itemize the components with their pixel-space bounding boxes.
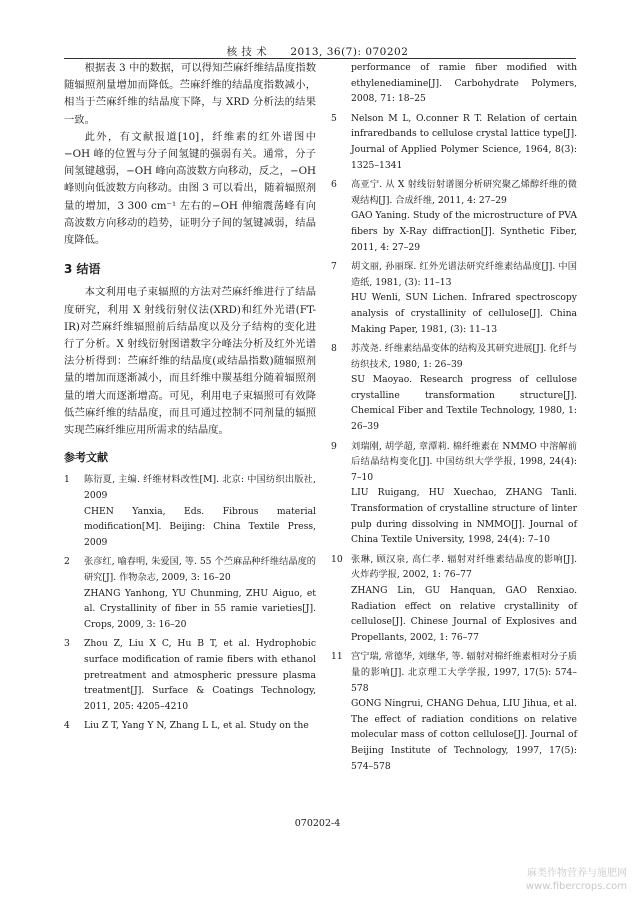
conclusion-paragraph: 本文利用电子束辐照的方法对苎麻纤维进行了结晶度研究，利用 X 射线衍射仪法(XRD)和红外光谱(FT-IR)对苎麻纤维辐照前后结晶度以及分子结构的变化进行了分析。X 射线衍射图谱数字分峰法分析及红外光谱法分析得到：苎麻纤维的结晶度(或结晶指数)随辐照剂量的增加而逐渐减小，而且纤维中羰基组分随着辐照剂量的增大而逐渐增高。可见，利用电子束辐照可有效降低苎麻纤维的结晶度，而且可通过控制不同剂量的辐照实现苎麻纤维应用所需求的结晶度。 — [64, 286, 316, 437]
reference-text — [84, 636, 316, 714]
running-header — [0, 44, 635, 59]
reference-line: 高亚宁. 从 X 射线衍射谱图分析研究聚乙烯醇纤维的微观结构[J]. 合成纤维, 2011, 4: 27–29 — [351, 179, 577, 206]
reference-item — [331, 259, 577, 337]
reference-item — [331, 439, 577, 548]
reference-text — [351, 60, 577, 107]
reference-line: HU Wenli, SUN Lichen. Infrared spectroscopy analysis of crystallinity of cellulose[J]. China Making Paper, 1981, (3): 11–13 — [351, 292, 577, 335]
right-column — [331, 60, 577, 778]
reference-text — [351, 177, 577, 255]
references-list-right — [331, 60, 577, 774]
reference-line: 刘瑞刚, 胡学超, 章潭莉. 棉纤维素在 NMMO 中溶解前后结晶结构变化[J]. 中国纺织大学学报, 1998, 24(4): 7–10 — [351, 440, 577, 483]
reference-item — [64, 554, 316, 632]
reference-line: ZHANG Yanhong, YU Chunming, ZHU Aiguo, et al. Crystallinity of fiber in 55 ramie varieties[J]. Crops, 2009, 3: 16–20 — [84, 587, 316, 630]
reference-item — [64, 636, 316, 714]
reference-number: 4 — [64, 720, 70, 732]
watermark-line-2: www.fibercrops.com — [525, 881, 627, 892]
reference-text — [351, 649, 577, 774]
reference-number: 9 — [331, 440, 337, 452]
reference-line: GAO Yaning. Study of the microstructure of PVA fibers by X-Ray diffraction[J]. Synthetic Fiber, 2011, 4: 27–29 — [351, 210, 577, 253]
reference-item — [64, 718, 316, 734]
reference-number: 5 — [331, 112, 337, 124]
reference-line: Liu Z T, Yang Y N, Zhang L L, et al. Study on the — [84, 720, 309, 732]
reference-line: performance of ramie fiber modified with ethylenediamine[J]. Carbohydrate Polymers, 2008, 71: 18–25 — [351, 62, 577, 105]
reference-number: 7 — [331, 261, 337, 273]
reference-item — [331, 60, 577, 107]
reference-item — [331, 177, 577, 255]
watermark — [526, 867, 627, 893]
reference-line: GONG Ningrui, CHANG Dehua, LIU Jihua, et al. The effect of radiation conditions on relative molecular mass of cotton cellulose[J]. Journal of Beijing Institute of Technology, 1997, 17(5): 574–578 — [351, 698, 577, 772]
reference-text — [351, 341, 577, 435]
reference-text — [351, 259, 577, 337]
left-column — [64, 60, 316, 738]
body-paragraph-1: 根据表 3 中的数据，可以得知苎麻纤维结晶度指数随辐照剂量增加而降低。苎麻纤维的结晶度指数减小，相当于苎麻纤维的结晶度下降，与 XRD 分析法的结果一致。 — [64, 62, 316, 126]
reference-text — [351, 552, 577, 646]
body-paragraph-2: 此外，有文献报道[10]，纤维素的红外谱图中−OH 峰的位置与分子间氢键的强弱有关。通常，分子间氢键越弱，−OH 峰向高波数方向移动，反之，−OH 峰则向低波数方向移动。由图 3 可以看出，随着辐照剂量的增加，3 300 cm⁻¹ 左右的−OH 伸缩震荡峰有向高波数方向移动的趋势，证明分子间的氢键减弱，结晶度降低。 — [64, 130, 316, 247]
section-heading-conclusion: 3 结语 — [64, 262, 101, 277]
watermark-line-1: 麻类作物营养与施肥网 — [527, 868, 627, 879]
reference-number: 8 — [331, 343, 337, 355]
references-heading: 参考文献 — [64, 451, 108, 465]
reference-text — [351, 439, 577, 548]
reference-number: 10 — [331, 553, 343, 565]
reference-number: 2 — [64, 556, 70, 568]
reference-line: SU Maoyao. Research progress of cellulose crystalline transformation structure[J]. Chemical Fiber and Textile Technology, 1980, 1: 26–39 — [351, 374, 577, 433]
reference-line: LIU Ruigang, HU Xuechao, ZHANG Tanli. Transformation of crystalline structure of linter pulp during dissolving in NMMO[J]. Journal of China Textile University, 1998, 24(4): 7–10 — [351, 487, 577, 546]
reference-line: 宫宁瑞, 常德华, 刘继华, 等. 辐射对棉纤维素相对分子质量的影响[J]. 北京理工大学学报, 1997, 17(5): 574–578 — [351, 651, 577, 694]
references-list-left — [64, 472, 316, 734]
reference-line: ZHANG Lin, GU Hanquan, GAO Renxiao. Radiation effect on relative crystallinity of cellulose[J]. Chinese Journal of Explosives and Propellants, 2002, 1: 76–77 — [351, 585, 577, 643]
reference-item — [331, 649, 577, 774]
reference-line: 胡文丽, 孙丽琛. 红外光谱法研究纤维素结晶度[J]. 中国造纸, 1981, (3): 11–13 — [351, 261, 577, 288]
reference-number: 6 — [331, 179, 337, 191]
reference-line: 张彦红, 喻春明, 朱爱国, 等. 55 个苎麻品种纤维结晶度的研究[J]. 作物杂志, 2009, 3: 16–20 — [84, 556, 316, 584]
reference-number: 11 — [331, 651, 343, 663]
reference-item — [331, 552, 577, 646]
reference-line: 陈衍夏, 主编. 纤维材料改性[M]. 北京: 中国纺织出版社, 2009 — [84, 474, 316, 502]
reference-line: 苏茂尧. 纤维素结晶变体的结构及其研究进展[J]. 化纤与纺织技术, 1980, 1: 26–39 — [351, 343, 577, 370]
journal-name: 核 技 术 — [226, 46, 268, 58]
reference-line: CHEN Yanxia, Eds. Fibrous material modification[M]. Beijing: China Textile Press, 2009 — [84, 505, 316, 548]
reference-line: 张琳, 顾汉泉, 高仁孝. 辐射对纤维素结晶度的影响[J]. 火炸药学报, 2002, 1: 76–77 — [351, 553, 577, 581]
reference-number — [331, 60, 351, 107]
page-number: 070202-4 — [294, 818, 341, 829]
reference-item — [331, 341, 577, 435]
reference-text — [84, 718, 316, 734]
header-rule — [64, 58, 576, 59]
reference-line: Zhou Z, Liu X C, Hu B T, et al. Hydrophobic surface modification of ramie fibers with ethanol pretreatment and atmospheric pressure plasma treatment[J]. Surface & Coatings Technology, 2011, 205: 4205–4210 — [84, 638, 316, 712]
reference-text — [84, 554, 316, 632]
reference-line: Nelson M L, O.conner R T. Relation of certain infraredbands to cellulose crystal lattice type[J]. Journal of Applied Polymer Science, 1964, 8(3): 1325–1341 — [351, 112, 577, 171]
reference-item — [64, 472, 316, 550]
issue-info: 2013, 36(7): 070202 — [290, 46, 409, 58]
reference-item — [331, 111, 577, 173]
reference-text — [84, 472, 316, 550]
reference-number: 1 — [64, 474, 70, 486]
reference-text — [351, 111, 577, 173]
reference-number: 3 — [64, 638, 70, 650]
